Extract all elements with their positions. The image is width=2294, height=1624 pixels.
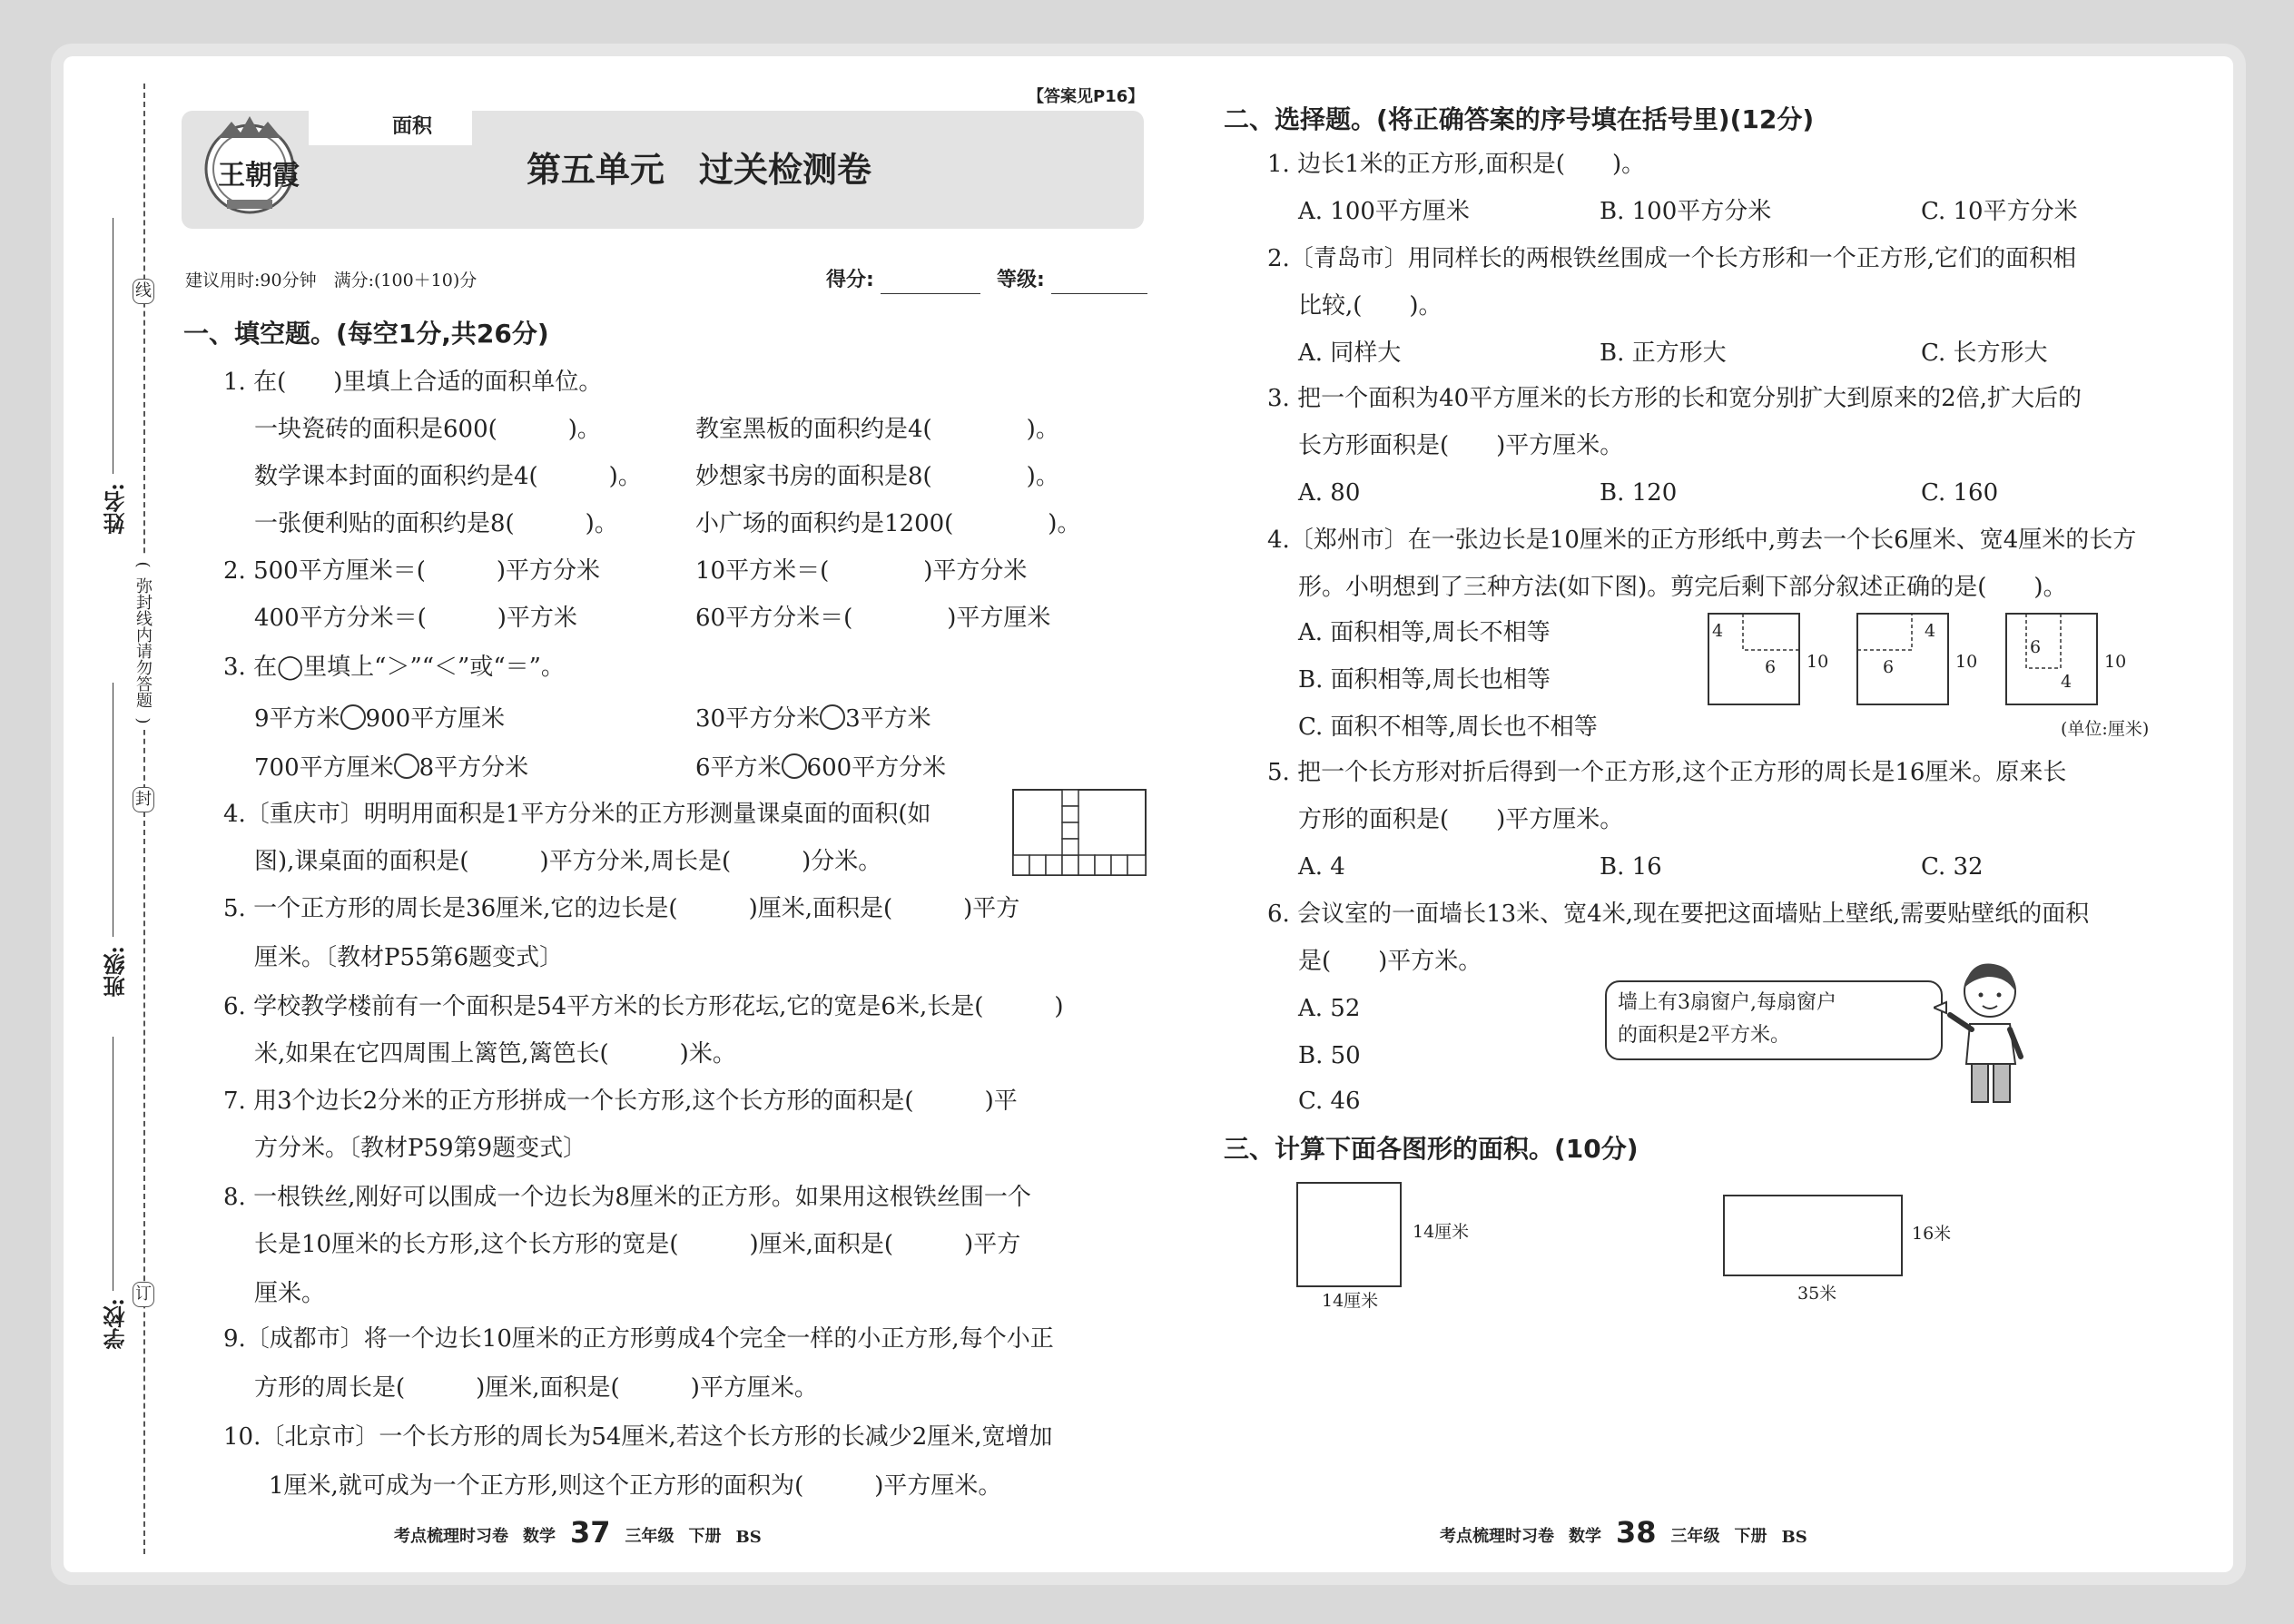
footer-left [394, 1514, 762, 1550]
c2b: 比较,( )。 [1298, 292, 1442, 320]
bubble-line-1: 墙上有3扇窗户,每扇窗户 [1618, 991, 1836, 1014]
footer-ed: BS [735, 1528, 762, 1547]
sidebar-seal-mark: 封 [133, 787, 154, 812]
c4-option-a[interactable]: A. 面积相等,周长不相等 [1298, 619, 1551, 646]
page-number-left: 37 [570, 1515, 611, 1550]
q1: 1. 在( )里填上合适的面积单位。 [223, 369, 603, 396]
score-line [881, 293, 980, 294]
footer-book: 考点梳理时习卷 [1440, 1527, 1554, 1546]
fig2-label-4: 4 [1925, 621, 1936, 641]
c3-option-c[interactable]: C. 160 [1921, 479, 1999, 507]
score-label: 得分: [826, 269, 874, 291]
q10b: 1厘米,就可成为一个正方形,则这个正方形的面积为( )平方厘米。 [269, 1472, 1002, 1500]
page-number-right: 38 [1616, 1515, 1657, 1550]
q1f: 小广场的面积约是1200( )。 [695, 510, 1081, 537]
sidebar-note-open: ( [133, 561, 153, 568]
c6-option-a[interactable]: A. 52 [1298, 995, 1361, 1022]
q5a: 5. 一个正方形的周长是36厘米,它的边长是( )厘米,面积是( )平方 [223, 895, 1020, 922]
q8b: 长是10厘米的长方形,这个长方形的宽是( )厘米,面积是( )平方 [254, 1231, 1021, 1258]
c1-option-a[interactable]: A. 100平方厘米 [1298, 198, 1470, 225]
fig3-label-4: 4 [2061, 672, 2072, 692]
page-title: 第五单元 过关检测卷 [527, 150, 872, 190]
logo-text: 王朝霞 [218, 160, 300, 192]
binding-line [143, 84, 145, 1554]
q2d: 60平方分米＝( )平方厘米 [695, 605, 1051, 632]
footer-book: 考点梳理时习卷 [394, 1527, 508, 1546]
rect-bottom-label: 35米 [1797, 1284, 1837, 1304]
q4b: 图),课桌面的面积是( )平方分米,周长是( )分米。 [254, 848, 882, 875]
compare-circle[interactable] [782, 753, 807, 779]
q2c: 400平方分米＝( )平方米 [254, 605, 577, 632]
c4-option-b[interactable]: B. 面积相等,周长也相等 [1298, 666, 1551, 694]
section-1-title: 一、填空题。(每空1分,共26分) [183, 319, 549, 349]
footer-right [1440, 1514, 1807, 1550]
q3: 3. 在◯里填上“＞”“＜”或“＝”。 [223, 654, 565, 681]
q2a: 2. 500平方厘米＝( )平方分米 [223, 557, 600, 585]
bubble-line-2: 的面积是2平方米。 [1618, 1024, 1790, 1047]
square-side-label: 14厘米 [1413, 1222, 1470, 1242]
fig2-label-10: 10 [1955, 652, 1978, 672]
footer-grade: 三年级 [1670, 1527, 1720, 1546]
c4a: 4.〔郑州市〕在一张边长是10厘米的正方形纸中,剪去一个长6厘米、宽4厘米的长方 [1267, 527, 2137, 554]
c2a: 2.〔青岛市〕用同样长的两根铁丝围成一个长方形和一个正方形,它们的面积相 [1267, 245, 2077, 272]
footer-grade: 三年级 [625, 1527, 674, 1546]
c3-option-b[interactable]: B. 120 [1600, 479, 1678, 507]
c3b: 长方形面积是( )平方厘米。 [1298, 432, 1624, 459]
c5-option-a[interactable]: A. 4 [1298, 853, 1345, 881]
c4-option-c[interactable]: C. 面积不相等,周长也不相等 [1298, 714, 1598, 741]
c6-option-b[interactable]: B. 50 [1298, 1042, 1361, 1069]
grade-line [1051, 293, 1147, 294]
footer-subject: 数学 [1569, 1527, 1601, 1546]
c6a: 6. 会议室的一面墙长13米、宽4米,现在要把这面墙贴上壁纸,需要贴壁纸的面积 [1267, 901, 2090, 928]
sidebar-class-label: 班级: [103, 946, 129, 998]
q6b: 米,如果在它四周围上篱笆,篱笆长( )米。 [254, 1040, 736, 1068]
q1b: 教室黑板的面积约是4( )。 [695, 416, 1059, 443]
desk-grid-figure [1011, 788, 1147, 879]
q3d-left: 6平方米 [695, 754, 782, 782]
c2-option-b[interactable]: B. 正方形大 [1600, 340, 1727, 367]
section-tag: 面积 [392, 114, 433, 138]
fig1-label-10: 10 [1807, 652, 1829, 672]
compare-circle[interactable] [394, 753, 419, 779]
section-3-title: 三、计算下面各图形的面积。(10分) [1224, 1134, 1639, 1164]
q3c-right: 8平方分米 [418, 754, 529, 782]
footer-vol: 下册 [688, 1527, 722, 1546]
q7a: 7. 用3个边长2分米的正方形拼成一个长方形,这个长方形的面积是( )平 [223, 1088, 1018, 1115]
c1-option-b[interactable]: B. 100平方分米 [1600, 198, 1772, 225]
c6b: 是( )平方米。 [1298, 948, 1482, 975]
rectangle-figure [1723, 1195, 1903, 1276]
q3b-right: 3平方米 [845, 705, 931, 733]
c3a: 3. 把一个面积为40平方厘米的长方形的长和宽分别扩大到原来的2倍,扩大后的 [1267, 385, 2082, 412]
c5a: 5. 把一个长方形对折后得到一个正方形,这个正方形的周长是16厘米。原来长 [1267, 759, 2067, 786]
worksheet-page [64, 56, 2233, 1572]
q8c: 厘米。 [254, 1280, 326, 1307]
sidebar-note [133, 556, 153, 730]
q1d: 妙想家书房的面积是8( )。 [695, 463, 1059, 490]
sidebar-note-close: ) [133, 717, 153, 724]
sidebar-name-label: 姓名: [103, 483, 129, 535]
footer-ed: BS [1781, 1528, 1807, 1547]
c4-unit: (单位:厘米) [2061, 719, 2150, 739]
sidebar-school-label: 学校: [103, 1298, 129, 1350]
q1c: 数学课本封面的面积约是4( )。 [254, 463, 642, 490]
c6-option-c[interactable]: C. 46 [1298, 1088, 1361, 1115]
header-tab [309, 111, 472, 145]
fig3-label-6: 6 [2030, 637, 2042, 657]
sidebar-note-text: 弥封线内请勿答题 [133, 577, 153, 708]
q3c-row [254, 753, 528, 780]
q7b: 方分米。〔教材P59第9题变式〕 [254, 1135, 587, 1162]
c5-option-b[interactable]: B. 16 [1600, 853, 1662, 881]
q3c-left: 700平方厘米 [254, 754, 394, 782]
q6a: 6. 学校教学楼前有一个面积是54平方米的长方形花坛,它的宽是6米,长是( ) [223, 993, 1064, 1020]
c2-option-c[interactable]: C. 长方形大 [1921, 340, 2048, 367]
q10a: 10.〔北京市〕一个长方形的周长为54厘米,若这个长方形的长减少2厘米,宽增加 [223, 1423, 1053, 1451]
fig1-label-4: 4 [1712, 621, 1724, 641]
q3a-row [254, 704, 505, 731]
square-bottom-label: 14厘米 [1322, 1291, 1379, 1311]
q5b: 厘米。〔教材P55第6题变式〕 [254, 944, 564, 971]
c4b: 形。小明想到了三种方法(如下图)。剪完后剩下部分叙述正确的是( )。 [1298, 574, 2067, 601]
time-limit: 建议用时:90分钟 满分:(100＋10)分 [185, 271, 478, 290]
q4a: 4.〔重庆市〕明明用面积是1平方分米的正方形测量课桌面的面积(如 [223, 801, 931, 828]
rect-side-label: 16米 [1912, 1224, 1952, 1244]
footer-vol: 下册 [1734, 1527, 1767, 1546]
sidebar-line-mark: 线 [133, 279, 154, 304]
c1-option-c[interactable]: C. 10平方分米 [1921, 198, 2078, 225]
q3d-row [695, 753, 946, 780]
q8a: 8. 一根铁丝,刚好可以围成一个边长为8厘米的正方形。如果用这根铁丝围一个 [223, 1184, 1031, 1211]
fig3-label-10: 10 [2104, 652, 2127, 672]
q3b-left: 30平方分米 [695, 705, 821, 733]
answer-ref: 【答案见P16】 [1028, 87, 1145, 106]
c5-option-c[interactable]: C. 32 [1921, 853, 1984, 881]
q1a: 一块瓷砖的面积是600( )。 [254, 416, 601, 443]
q9b: 方形的周长是( )厘米,面积是( )平方厘米。 [254, 1374, 818, 1402]
fig2-label-6: 6 [1883, 657, 1895, 677]
compare-circle[interactable] [340, 704, 366, 730]
q3a-left: 9平方米 [254, 705, 340, 733]
q3d-right: 600平方分米 [806, 754, 947, 782]
c2-option-a[interactable]: A. 同样大 [1298, 340, 1402, 367]
boy-illustration [1934, 955, 2033, 1109]
section-2-title: 二、选择题。(将正确答案的序号填在括号里)(12分) [1224, 104, 1815, 134]
q9a: 9.〔成都市〕将一个边长10厘米的正方形剪成4个完全一样的小正方形,每个小正 [223, 1325, 1054, 1353]
sidebar-bind-mark: 订 [133, 1282, 154, 1307]
grade-label: 等级: [997, 269, 1045, 291]
compare-circle[interactable] [820, 704, 845, 730]
c1: 1. 边长1米的正方形,面积是( )。 [1267, 151, 1646, 178]
q1e: 一张便利贴的面积约是8( )。 [254, 510, 618, 537]
footer-subject: 数学 [523, 1527, 556, 1546]
c5b: 方形的面积是( )平方厘米。 [1298, 806, 1624, 833]
logo [200, 113, 300, 218]
square-figure [1296, 1182, 1402, 1287]
c3-option-a[interactable]: A. 80 [1298, 479, 1361, 507]
q3b-row [695, 704, 931, 731]
q3a-right: 900平方厘米 [365, 705, 506, 733]
fig1-label-6: 6 [1765, 657, 1777, 677]
q2b: 10平方米＝( )平方分米 [695, 557, 1028, 585]
